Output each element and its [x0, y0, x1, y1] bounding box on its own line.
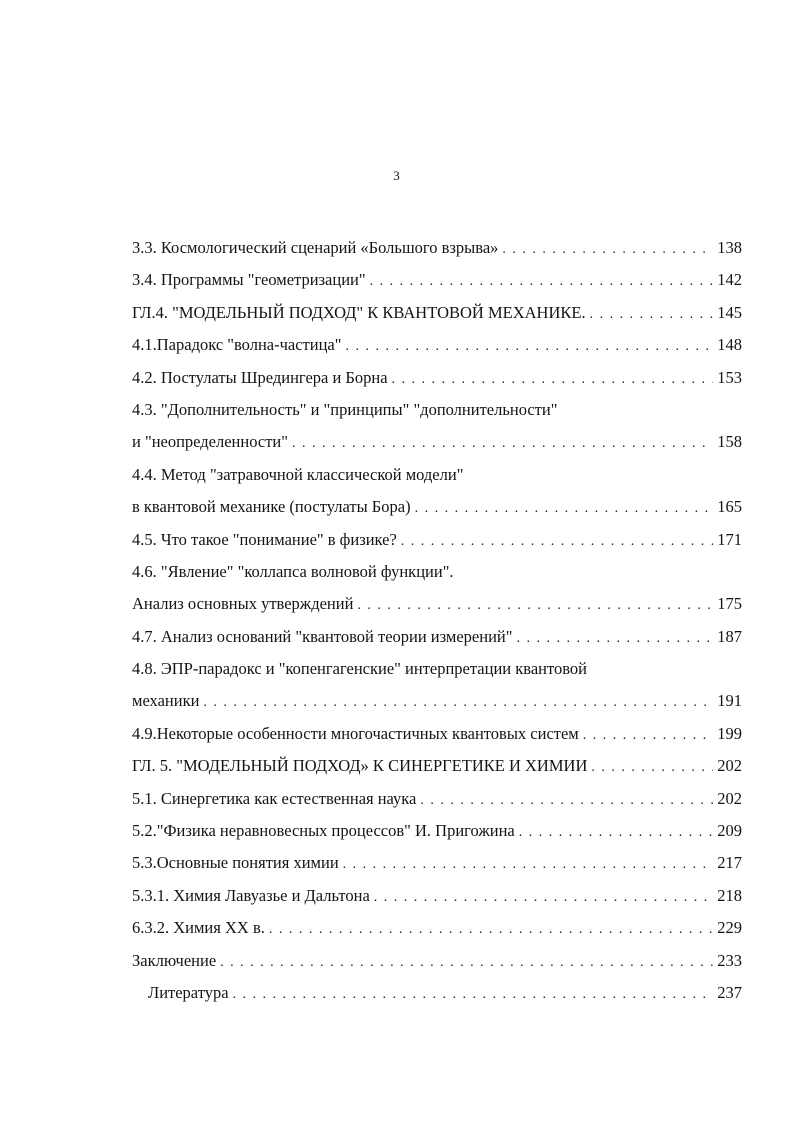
toc-entry-page: 217	[717, 853, 742, 873]
dot-leader	[420, 785, 713, 817]
toc-entry-title: 5.3.1. Химия Лавуазье и Дальтона	[132, 885, 370, 905]
toc-entry-title: ГЛ.4. "МОДЕЛЬНЫЙ ПОДХОД" К КВАНТОВОЙ МЕХАНИКЕ.	[132, 302, 586, 322]
toc-entry-title: 3.4. Программы "геометризации"	[132, 270, 366, 290]
toc-entry-page: 202	[717, 756, 742, 776]
toc-entry-page: 229	[717, 918, 742, 938]
toc-entry-title: и "неопределенности"	[132, 432, 288, 452]
dot-leader	[269, 914, 713, 946]
toc-entry	[132, 264, 742, 296]
dot-leader	[370, 266, 714, 298]
toc-entry-title: механики	[132, 691, 200, 711]
toc-entry-first-line	[132, 394, 742, 426]
dot-leader	[590, 299, 714, 331]
toc-entry-page: 209	[717, 821, 742, 841]
dot-leader	[502, 234, 713, 266]
toc-entry	[132, 524, 742, 556]
dot-leader	[374, 882, 713, 914]
toc-entry-page: 237	[717, 982, 742, 1002]
toc-entry-page: 199	[717, 723, 742, 743]
dot-leader	[591, 752, 713, 784]
dot-leader	[220, 947, 713, 979]
dot-leader	[343, 849, 714, 881]
toc-entry-page: 148	[717, 335, 742, 355]
toc-entry	[132, 362, 742, 394]
toc-chapter-heading	[132, 297, 742, 329]
toc-entry-page: 165	[717, 497, 742, 517]
toc-chapter-heading	[132, 750, 742, 782]
toc-entry	[132, 815, 742, 847]
toc-entry-title: Заключение	[132, 950, 217, 970]
toc-entry	[132, 945, 742, 977]
toc-entry	[132, 718, 742, 750]
toc-entry-page: 191	[717, 691, 742, 711]
toc-entry	[132, 621, 742, 653]
toc-entry-page: 142	[717, 270, 742, 290]
toc-entry-page: 175	[717, 594, 742, 614]
dot-leader	[392, 364, 714, 396]
toc-entry-title: Анализ основных утверждений	[132, 594, 354, 614]
dot-leader	[415, 493, 714, 525]
toc-entry-title: 4.1.Парадокс "волна-частица"	[132, 335, 342, 355]
toc-entry-page: 202	[717, 788, 742, 808]
toc-entry-title: 5.1. Синергетика как естественная наука	[132, 788, 417, 808]
toc-entry-title: в квантовой механике (постулаты Бора)	[132, 497, 411, 517]
toc-entry-title: 4.9.Некоторые особенности многочастичных квантовых систем	[132, 723, 579, 743]
dot-leader	[516, 623, 713, 655]
toc-entry-first-line	[132, 653, 742, 685]
toc-entry-page: 171	[717, 529, 742, 549]
dot-leader	[233, 979, 714, 1011]
toc-entry-title: 4.2. Постулаты Шредингера и Борна	[132, 367, 388, 387]
toc-entry-page: 138	[717, 238, 742, 257]
toc-entry-title: 6.3.2. Химия XX в.	[132, 918, 265, 938]
toc-entry-title: 3.3. Космологический сценарий «Большого взрыва»	[132, 238, 499, 257]
toc-entry-page: 187	[717, 626, 742, 646]
toc-entry-page: 218	[717, 885, 742, 905]
toc-entry-title: ГЛ. 5. "МОДЕЛЬНЫЙ ПОДХОД» К СИНЕРГЕТИКЕ И ХИМИИ	[132, 756, 588, 776]
dot-leader	[519, 817, 714, 849]
toc-entry-title: 4.6. "Явление" "коллапса волновой функции".	[132, 561, 454, 581]
dot-leader	[203, 687, 713, 719]
toc-entry	[132, 588, 742, 620]
toc-entry-page: 233	[717, 950, 742, 970]
toc-entry-title: 4.3. "Дополнительность" и "принципы" "дополнительности"	[132, 399, 558, 419]
toc-entry-title: 5.2."Физика неравновесных процессов" И. Пригожина	[132, 821, 515, 841]
dot-leader	[401, 526, 713, 558]
toc-entry-page: 153	[717, 367, 742, 387]
toc-entry	[132, 847, 742, 879]
toc-entry	[132, 977, 742, 1009]
toc-entry-first-line	[132, 556, 742, 588]
toc-entry	[132, 783, 742, 815]
toc-entry-title: 4.7. Анализ оснований "квантовой теории измерений"	[132, 626, 513, 646]
toc-entry	[132, 491, 742, 523]
page-number: 3	[393, 168, 400, 183]
toc-entry	[132, 912, 742, 944]
dot-leader	[292, 428, 713, 460]
toc-entry	[132, 329, 742, 361]
dot-leader	[583, 720, 714, 752]
toc-entry-title: 4.4. Метод "затравочной классической модели"	[132, 464, 464, 484]
table-of-contents	[132, 232, 742, 1009]
toc-entry-page: 145	[717, 302, 742, 322]
dot-leader	[345, 331, 713, 363]
toc-entry	[132, 880, 742, 912]
toc-entry	[132, 685, 742, 717]
toc-entry-title: 5.3.Основные понятия химии	[132, 853, 339, 873]
dot-leader	[357, 590, 713, 622]
toc-entry-title: 4.5. Что такое "понимание" в физике?	[132, 529, 397, 549]
toc-entry-title: 4.8. ЭПР-парадокс и "копенгагенские" интерпретации квантовой	[132, 659, 587, 679]
toc-entry-page: 158	[717, 432, 742, 452]
toc-entry-first-line	[132, 459, 742, 491]
toc-entry	[132, 426, 742, 458]
toc-entry	[132, 232, 742, 264]
toc-entry-title: Литература	[148, 982, 229, 1002]
